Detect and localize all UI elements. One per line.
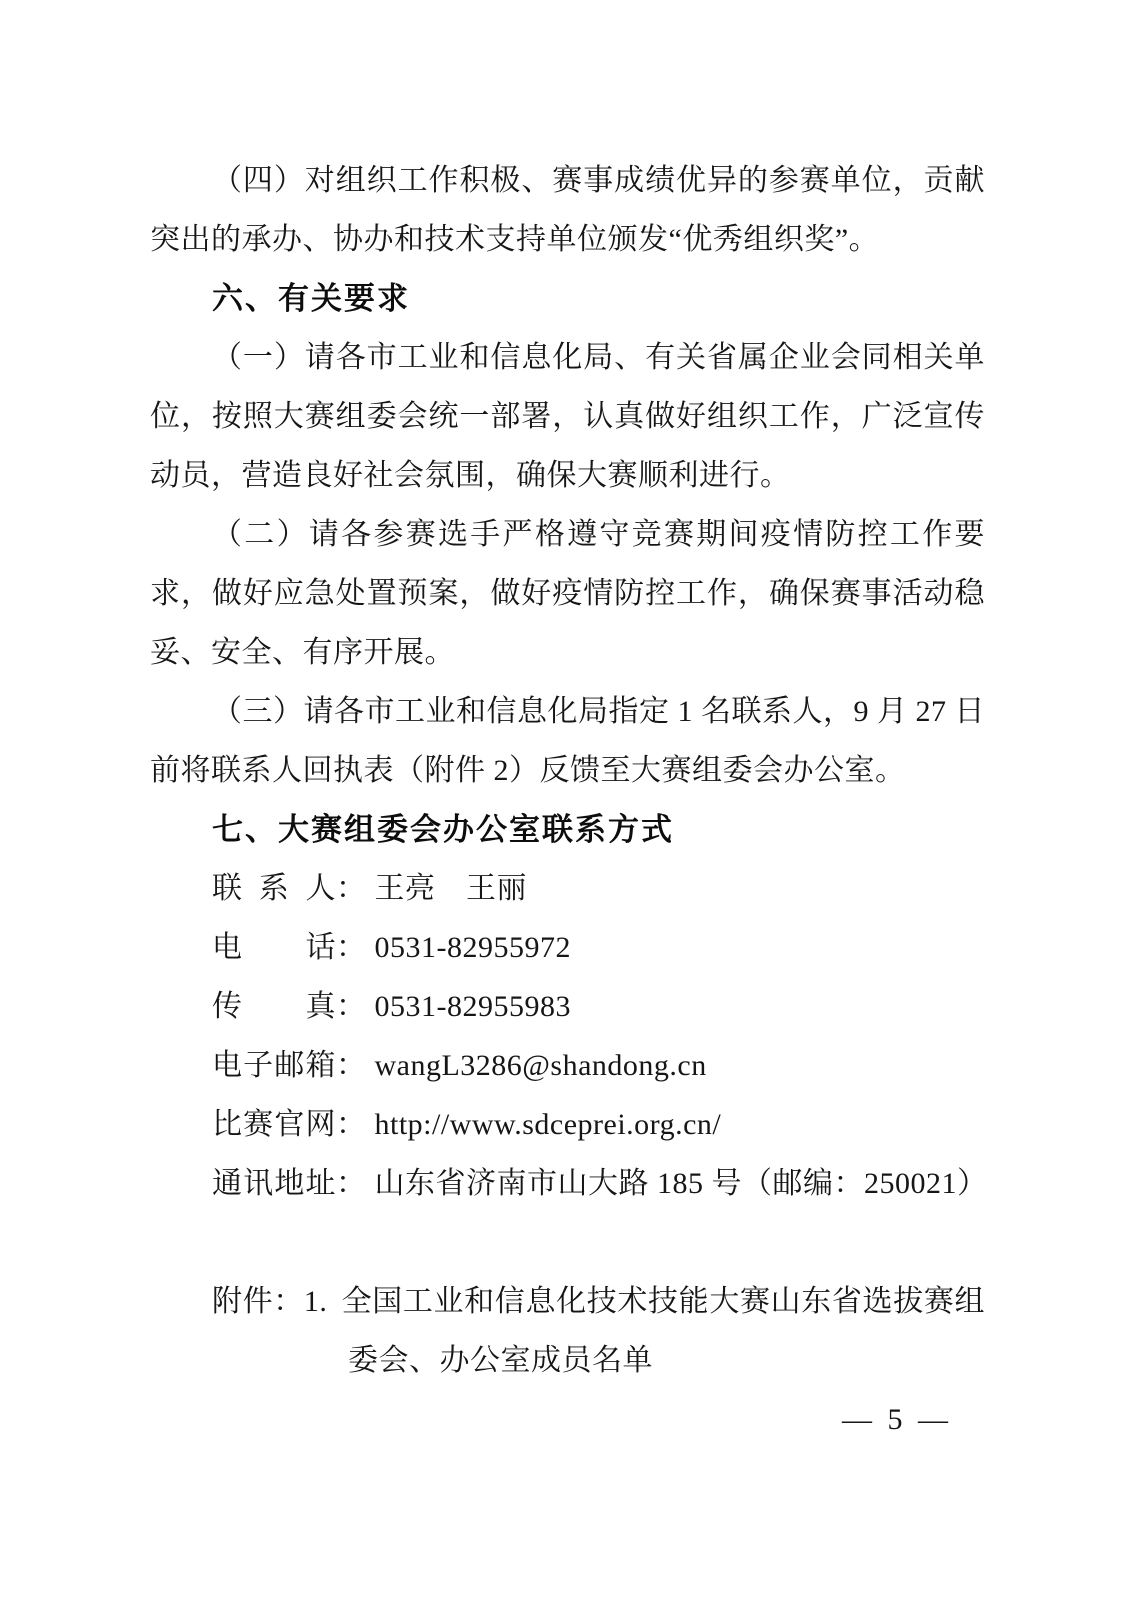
contact-fax-value: 0531-82955983 [374, 990, 571, 1023]
paragraph-requirement-2: （二）请各参赛选手严格遵守竞赛期间疫情防控工作要求，做好应急处置预案，做好疫情防控工作，确保赛事活动稳妥、安全、有序开展。 [150, 518, 985, 669]
contact-address-value: 山东省济南市山大路 185 号（邮编：250021） [374, 1167, 988, 1200]
attachment-list [150, 1272, 985, 1390]
attachment-title: 全国工业和信息化技术技能大赛山东省选拔赛组委会、办公室成员名单 [341, 1285, 985, 1377]
contact-colon: ： [336, 1108, 367, 1141]
contact-label: 电子邮箱 [212, 1049, 336, 1082]
page-footer [150, 1390, 985, 1449]
section-heading-contact: 七、大赛组委会办公室联系方式 [212, 812, 674, 847]
page-number: — 5 — [842, 1403, 952, 1436]
contact-colon: ： [336, 931, 367, 964]
contact-colon: ： [336, 1167, 367, 1200]
contact-colon: ： [336, 872, 367, 905]
contact-row-website [150, 1095, 985, 1154]
contact-row-phone [150, 918, 985, 977]
contact-row-fax [150, 977, 985, 1036]
contact-row-person [150, 859, 985, 918]
contact-colon: ： [336, 1049, 367, 1082]
paragraph-requirement-1: （一）请各市工业和信息化局、有关省属企业会同相关单位，按照大赛组委会统一部署，认真做好组织工作，广泛宣传动员，营造良好社会氛围，确保大赛顺利进行。 [150, 341, 985, 492]
paragraph-requirement-3: （三）请各市工业和信息化局指定 1 名联系人，9 月 27 日前将联系人回执表（附件 2）反馈至大赛组委会办公室。 [150, 695, 985, 787]
blank-line [150, 1213, 985, 1272]
attachment-prefix: 附件：1. [212, 1285, 328, 1318]
contact-colon: ： [336, 990, 367, 1023]
contact-row-address [150, 1154, 988, 1213]
contact-email-value: wangL3286@shandong.cn [374, 1049, 707, 1082]
contact-label: 通讯地址 [212, 1167, 336, 1200]
section-heading-requirements: 六、有关要求 [212, 281, 410, 316]
contact-website-value: http://www.sdceprei.org.cn/ [374, 1108, 722, 1141]
contact-label: 电话 [212, 931, 336, 964]
contact-label: 比赛官网 [212, 1108, 336, 1141]
contact-person-value: 王亮 王丽 [374, 872, 527, 905]
contact-label: 传真 [212, 990, 336, 1023]
contact-row-email [150, 1036, 985, 1095]
contact-label: 联系人 [212, 872, 336, 905]
paragraph-award: （四）对组织工作积极、赛事成绩优异的参赛单位，贡献突出的承办、协办和技术支持单位颁发“优秀组织奖”。 [150, 164, 985, 256]
contact-phone-value: 0531-82955972 [374, 931, 571, 964]
